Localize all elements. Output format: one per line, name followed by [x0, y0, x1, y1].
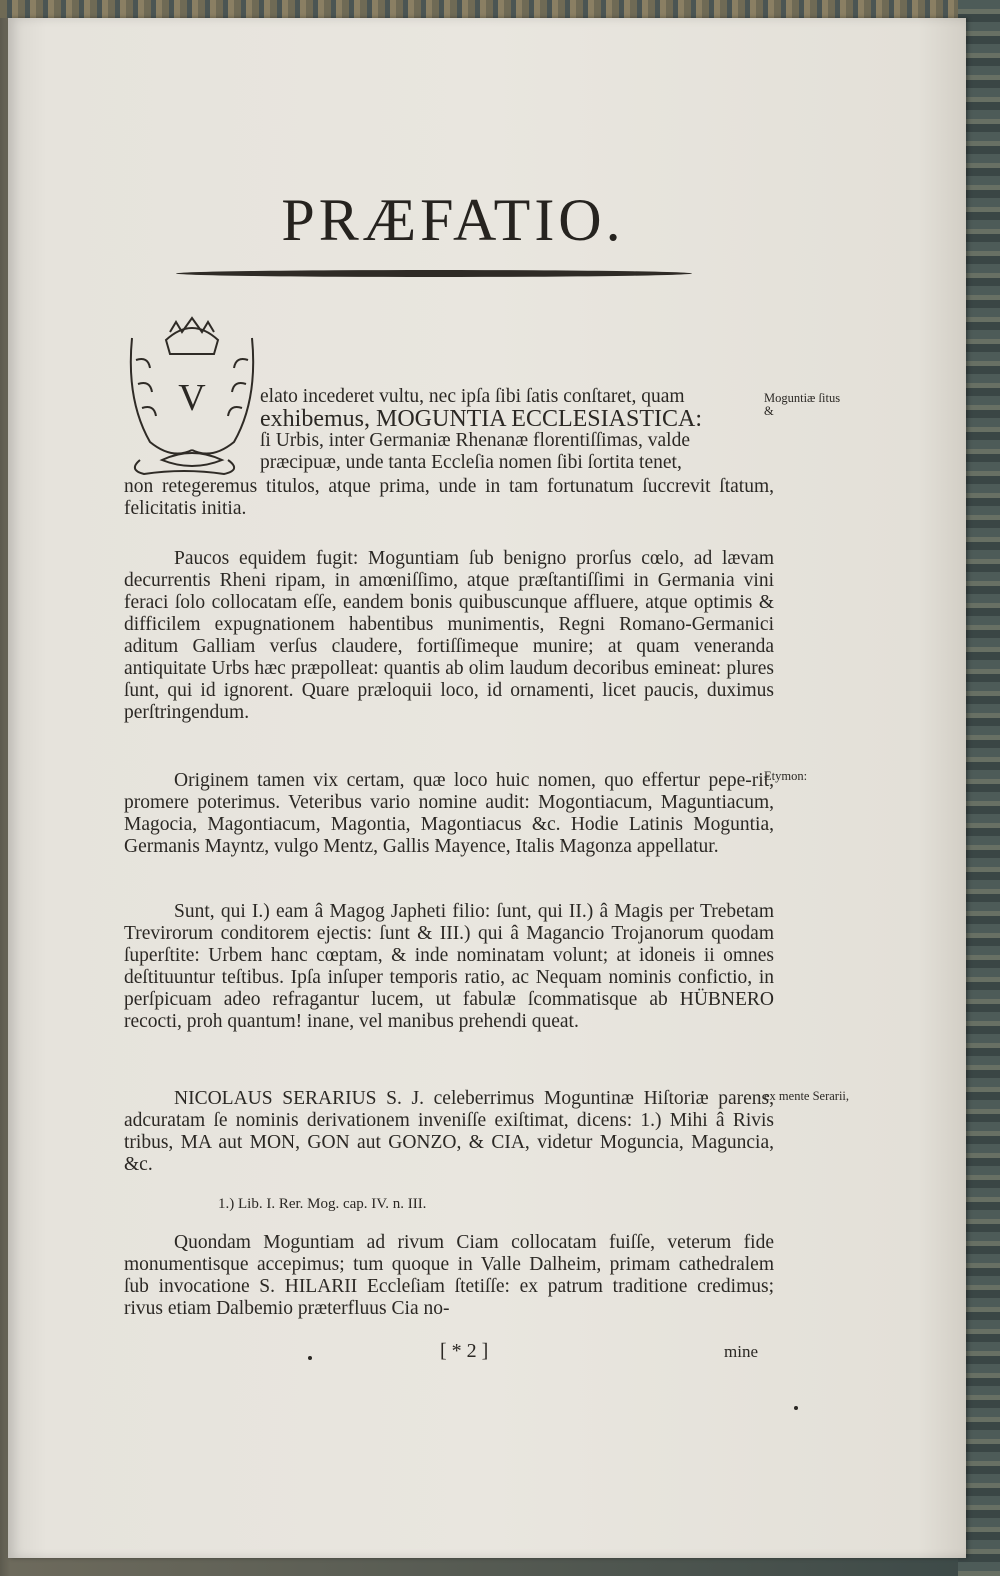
ink-speck	[794, 1406, 798, 1410]
paragraph-6: Quondam Moguntiam ad rivum Ciam collocatam fuiſſe, veterum fide monumentisque accepimus; tum quoque in Valle Dalheim, primam cathedralem ſub invocatione S. HILARII Eccleſiam ſtetiſſe: ex patrum traditione credimus; rivus etiam Dalbemio præterfluus Cia no-	[124, 1232, 774, 1319]
paragraph-2: Paucos equidem fugit: Moguntiam ſub benigno prorſus cœlo, ad lævam decurrentis Rheni ripam, in amœniſſimo, atque præſtantiſſimi in Germania vini feraci ſolo collocatam eſſe, eandem bonis quibuscunque affluere, atque optimis & difficilem expugnationem habentibus munimentis, Regni Romano-Germanici aditum Galliam verſus claudere, fortiſſimeque munire; at quam veneranda antiquitate Urbs hæc præpolleat: quantis ab olim laudum decoribus emineat: plures ſunt, qui id ignorent. Quare præloquii loco, id ornamenti, licet paucis, duximus perſtringendum.	[124, 548, 774, 723]
book-page	[8, 18, 966, 1558]
title-rule	[176, 270, 692, 277]
margin-note-situs: Moguntiæ ſitus &	[764, 391, 841, 418]
ink-speck	[308, 1356, 312, 1360]
catchword: mine	[724, 1342, 758, 1361]
intro-line-4: præcipuæ, unde tanta Eccleſia nomen ſibi ſortita tenet,	[260, 452, 682, 473]
margin-note-serarius: ex mente Serarii,	[764, 1089, 850, 1103]
ornamental-initial	[122, 310, 262, 478]
paragraph-4: Sunt, qui I.) eam â Magog Japheti filio: ſunt, qui II.) â Magis per Trebetam Trevirorum conditorem ejectis: ſunt & III.) qui â Magancio Trojanorum quodam ſuperſtite: Urbem hanc cœptam, & inde nominatam volunt; at idoneis ii omnes deſtituuntur teſtibus. Ipſa inſuper temporis ratio, ac Nequam nominis confictio, in perſpicuam adeo refragantur lucem, ut fabulæ ſcommatisque ab HÜBNERO recocti, proh quantum! inane, vel manibus prehendi queat.	[124, 901, 774, 1032]
initial-letter: V	[178, 377, 206, 419]
intro-continuation: non retegeremus titulos, atque prima, unde in tam fortunatum ſuccrevit ſtatum, felicitatis initia.	[124, 476, 774, 519]
intro-line-2: exhibemus, MOGUNTIA ECCLESIASTICA:	[260, 406, 702, 432]
footnote: 1.) Lib. I. Rer. Mog. cap. IV. n. III.	[218, 1196, 427, 1212]
page-title: PRÆFATIO.	[281, 187, 625, 253]
signature-mark: [ * 2 ]	[440, 1340, 489, 1362]
intro-beside-initial	[260, 386, 772, 474]
margin-note-etymon: Etymon:	[764, 769, 808, 783]
paragraph-3: Originem tamen vix certam, quæ loco huic nomen, quo effertur pepe-rit, promere poterimus. Veteribus vario nomine audit: Mogontiacum, Maguntiacum, Magocia, Magontiacum, Magontia, Magontiacus &c. Hodie Latinis Moguntia, Germanis Mayntz, vulgo Mentz, Gallis Mayence, Italis Magonza appellatur.	[124, 770, 774, 857]
intro-line-3: ſi Urbis, inter Germaniæ Rhenanæ florentiſſimas, valde	[260, 430, 690, 451]
intro-line-1: elato incederet vultu, nec ipſa ſibi ſatis conſtaret, quam	[260, 386, 685, 407]
book-top-edge	[0, 0, 1000, 18]
paragraph-5: NICOLAUS SERARIUS S. J. celeberrimus Moguntinæ Hiſtoriæ parens, adcuratam ſe nominis derivationem inveniſſe exiſtimat, dicens: 1.) Mihi â Rivis tribus, MA aut MON, GON aut GONZO, & CIA, videtur Moguncia, Maguncia, &c.	[124, 1088, 774, 1175]
